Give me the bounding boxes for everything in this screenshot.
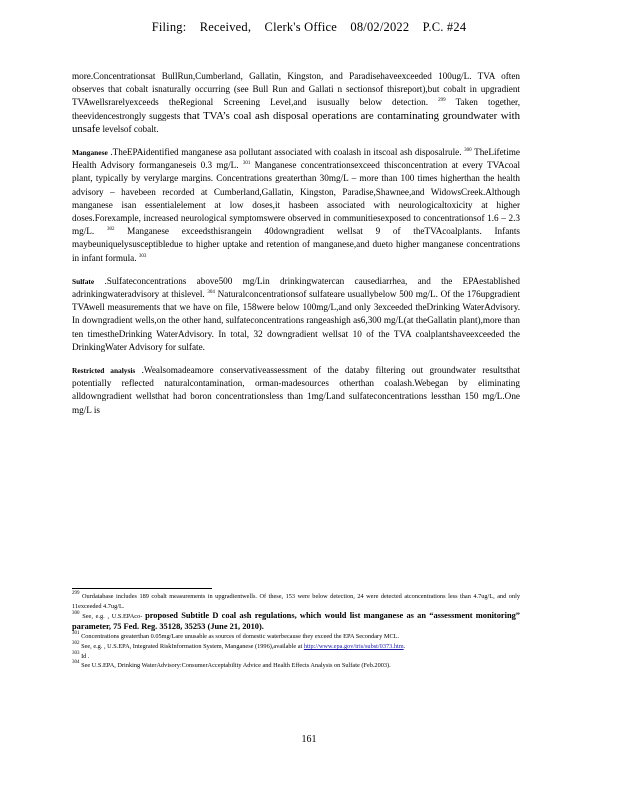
footnote-ref-301: 301 xyxy=(242,161,251,167)
footnote-ref-299: 299 xyxy=(438,98,446,104)
header-received: Received, xyxy=(199,20,252,34)
manganese-text-b: TheLifetime Health Advisory formanganeseis 0.3 mg/L. xyxy=(72,147,521,171)
sulfate-heading: Sulfate xyxy=(72,276,95,286)
cobalt-text-b: Taken together, theevidencestrongly suggests xyxy=(72,97,521,121)
sulfate-text-a: .Sulfateconcentrations above500 mg/Lin drinkingwatercan causediarrhea, and the EPAestablished adrinkingwateradvisory at thislevel. xyxy=(72,275,520,300)
footnote-ref-300: 300 xyxy=(464,148,472,154)
footnote-301 xyxy=(72,632,520,642)
header-filing: Filing: xyxy=(151,20,187,34)
footnote-divider xyxy=(72,588,212,589)
footnote-300 xyxy=(72,611,520,632)
manganese-text-c: Manganese concentrationsexceed thisconcentration at every TVAcoal plant, typically by verylarge margins. Concentrations greaterthan 30mg/L – more than 100 times higherthan the health advisory – havebeen recorded at Cumberland,Gallatin, Kingston, Paradise,Shawnee,and WidowsCreek.Although manganese isan essentialelement at low doses,it hasbeen associated with neurologicaltoxicity at higher doses.Forexample, increased neurological symptomswere observed in communitiesexposed to concentrationsof 1.6 – 2.3 mg/L. xyxy=(72,160,520,237)
footnote-end: . xyxy=(403,642,406,650)
footnote-text: See, e.g. , U.S.EPA, Integrated RiskInformation System, Manganese (1996),available at xyxy=(81,642,303,650)
footnote-number: 304 xyxy=(72,660,80,666)
page-number: 161 xyxy=(301,734,317,745)
footnote-ref-302: 302 xyxy=(106,227,115,233)
footnote-text: Concentrations greaterthan 0.05mg/Lare unusable as sources of domestic waterbecause they exceed the EPA Secondary MCL. xyxy=(81,633,400,641)
epa-iris-link[interactable]: http://www.epa.gov/iris/subst/0373.htm xyxy=(303,642,404,650)
manganese-heading: Manganese xyxy=(72,148,108,158)
footnote-number: 302 xyxy=(72,640,80,646)
document-body xyxy=(72,70,520,427)
footnote-text-large: proposed Subtitle D coal ash regulations, which would list manganese as an “assessment monitoring” parameter, 75 Fed. Reg. 35128, 35253 (June 21, 2010). xyxy=(72,611,520,631)
footnote-text: Ourdatabase includes 189 cobalt measurements in upgradientwells. Of these, 153 were below detection, 24 were detected atconcentrations less than 4.7ug/L, and only 11exceeded 4.7ug/L. xyxy=(72,593,520,610)
sulfate-paragraph xyxy=(72,275,520,354)
footnote-number: 300 xyxy=(72,611,80,617)
filing-header xyxy=(0,20,618,35)
footnote-text: See, e.g. , U.S.EPAco- xyxy=(82,613,143,621)
footnote-ref-303: 303 xyxy=(138,253,147,259)
footnote-ref-304: 304 xyxy=(207,290,215,296)
cobalt-text-c: that TVA’s coal ash disposal operations are contaminating groundwater with unsafe xyxy=(72,109,520,135)
manganese-text-d: Manganese exceedsthisrangein 40downgradient wellsat 9 of theTVAcoalplants. Infants maybeuniquelysusceptibledue to higher uptake and retention of manganese,and dueto higher manganese concentrations in infant formula. xyxy=(72,226,520,263)
manganese-text-a: .TheEPAidentified manganese asa pollutant associated with coalash in itscoal ash disposalrule. xyxy=(110,147,462,158)
cobalt-text-d: levelsof cobalt. xyxy=(102,123,159,134)
footnote-text: Id . xyxy=(81,652,90,660)
footnote-299 xyxy=(72,592,520,611)
header-date: 08/02/2022 xyxy=(350,20,410,34)
header-office: Clerk's Office xyxy=(264,20,338,34)
manganese-paragraph xyxy=(72,146,520,265)
restricted-analysis-heading: Restricted analysis xyxy=(72,366,136,376)
footnote-303 xyxy=(72,652,520,662)
footnotes xyxy=(72,588,520,671)
restricted-analysis-text: .Wealsomadeamore conservativeassessment of the databy filtering out groundwater resultsthat potentially reflected naturalcontamination, orman-madesources otherthan coalash.Webegan by eliminating alldowngradient wellsthat had boron concentrationsless than 1mg/Land sulfateconcentrations lessthan 150 mg/L.One mg/L is xyxy=(72,365,520,415)
footnote-304 xyxy=(72,661,520,671)
header-pc: P.C. #24 xyxy=(422,20,467,34)
footnote-number: 301 xyxy=(72,631,80,637)
restricted-analysis-paragraph xyxy=(72,364,520,417)
cobalt-text-a: more.Concentrationsat BullRun,Cumberland, Gallatin, Kingston, and Paradisehaveexceeded 100ug/L. TVA often observes that cobalt isnaturally occurring (see Bull Run and Gallati n sectionsof thisreport),but cobalt in upgradient TVAwellsrarelyexceeds theRegional Screening Level,and isusually below detection. xyxy=(72,71,520,108)
footnote-number: 299 xyxy=(72,591,80,596)
sulfate-text-b: Naturalconcentrationsof sulfateare usuallybelow 500 mg/L. Of the 176upgradient TVAwell measurements that we have on file, 158were below 100mg/L,and only 3exceeded theDrinking WaterAdvisory. In downgradient wells,on the other hand, sulfateconcentrations rangeashigh as6,300 mg/L(at theGallatin plant),more than ten timestheDrinking WaterAdvisory. In total, 32 downgradient wellsat 10 of the TVA coalplantshaveexceeded the DrinkingWater Advisory for sulfate. xyxy=(72,289,520,352)
footnote-text: See U.S.EPA, Drinking WaterAdvisory:ConsumerAcceptability Advice and Health Effects Analysis on Sulfate (Feb.2003). xyxy=(81,662,391,670)
footnote-302 xyxy=(72,642,520,652)
footnote-number: 303 xyxy=(72,650,80,656)
cobalt-paragraph xyxy=(72,70,520,136)
